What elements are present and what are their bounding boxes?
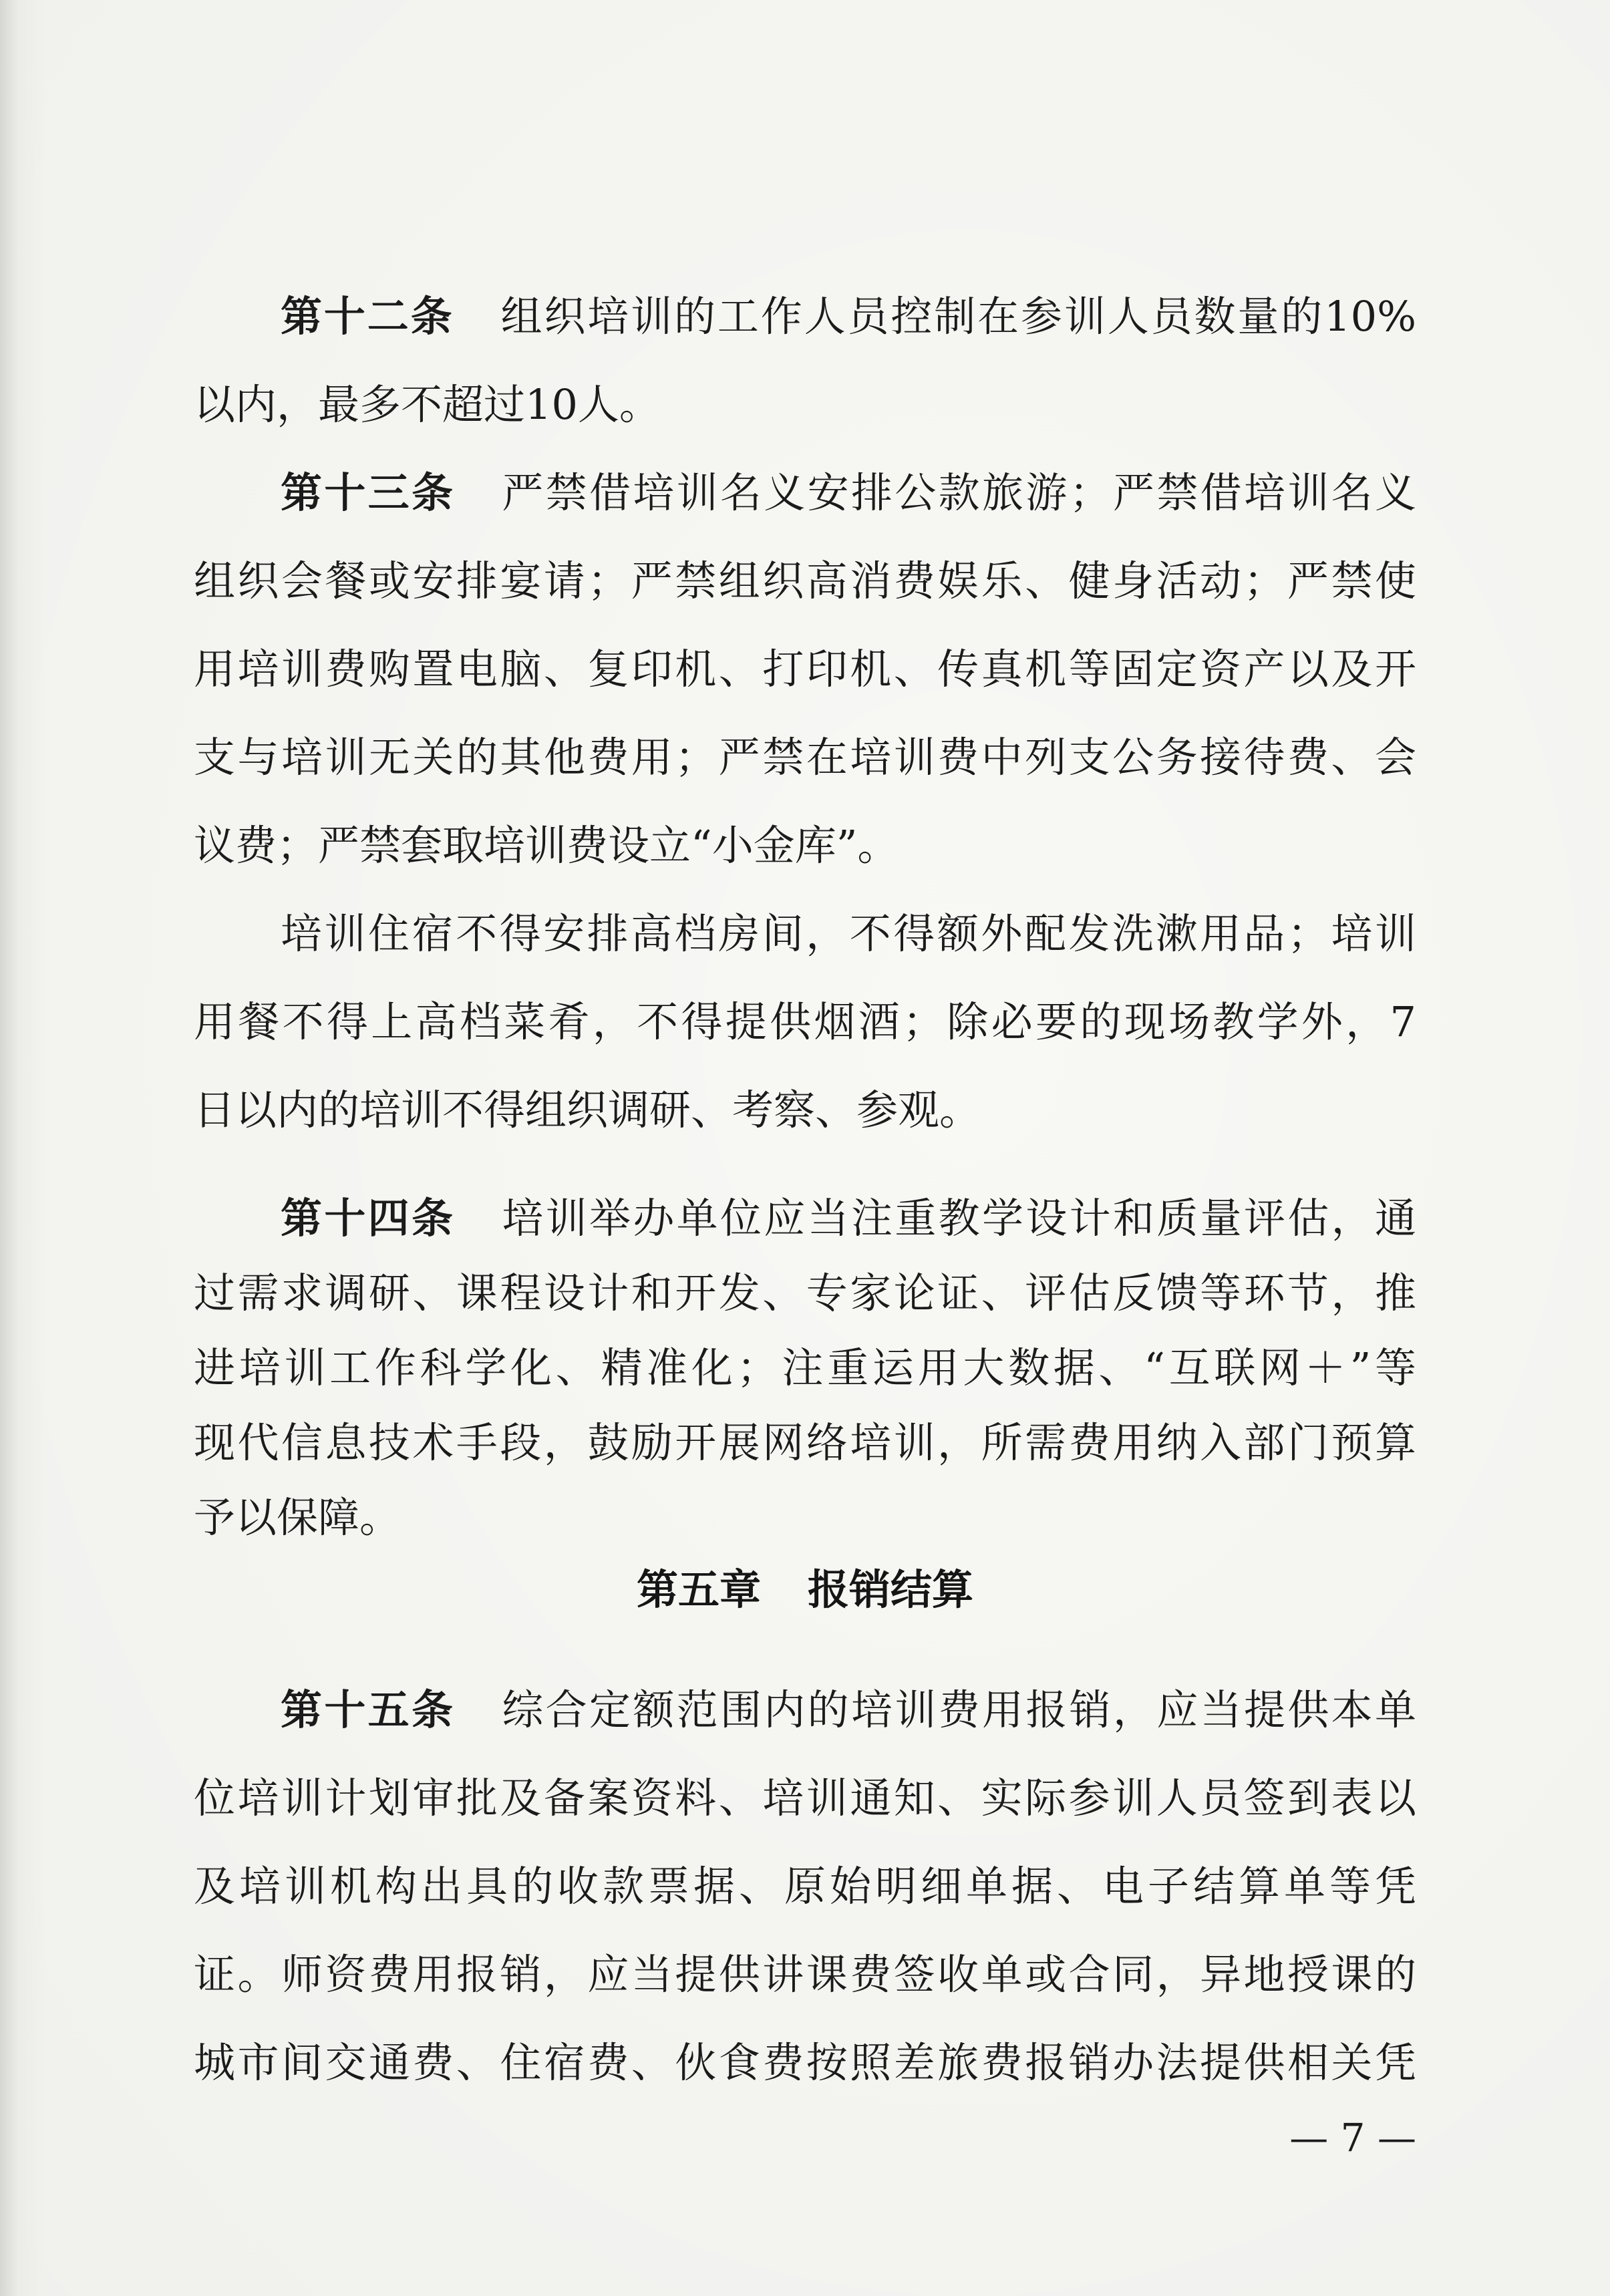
article-12-line-1: [194, 290, 1416, 343]
article-15-line-4: 证。师资费用报销，应当提供讲课费签收单或合同，异地授课的: [194, 1950, 1416, 1999]
article-15-line-1: [194, 1683, 1416, 1737]
article-14-line-4: 现代信息技术手段，鼓励开展网络培训，所需费用纳入部门预算: [194, 1418, 1416, 1467]
article-13-line-1: [194, 466, 1416, 520]
article-15-line-3: 及培训机构出具的收款票据、原始明细单据、电子结算单等凭: [194, 1862, 1416, 1911]
article-12-label: 第十二条: [281, 292, 454, 341]
article-14-line-1: [194, 1192, 1416, 1245]
article-14-line-2: 过需求调研、课程设计和开发、专家论证、评估反馈等环节，推: [194, 1269, 1416, 1317]
article-13-label: 第十三条: [281, 468, 456, 517]
article-12-line-2: 以内，最多不超过10人。: [194, 380, 661, 429]
article-13-line-4: 支与培训无关的其他费用；严禁在培训费中列支公务接待费、会: [194, 733, 1416, 782]
article-14-label: 第十四条: [281, 1194, 456, 1243]
accommodation-line-2: 用餐不得上高档菜肴，不得提供烟酒；除必要的现场教学外，7: [194, 997, 1416, 1046]
article-14-line-3: 进培训工作科学化、精准化；注重运用大数据、“互联网＋”等: [194, 1343, 1416, 1392]
article-13-line-3: 用培训费购置电脑、复印机、打印机、传真机等固定资产以及开: [194, 645, 1416, 693]
article-15-text-1: 综合定额范围内的培训费用报销，应当提供本单: [502, 1685, 1416, 1734]
article-15-label: 第十五条: [281, 1685, 456, 1734]
article-14-line-5: 予以保障。: [194, 1493, 401, 1542]
article-13-text-1: 严禁借培训名义安排公款旅游；严禁借培训名义: [502, 468, 1416, 517]
page-number: — 7 —: [1289, 2115, 1416, 2160]
accommodation-line-1: 培训住宿不得安排高档房间，不得额外配发洗漱用品；培训: [281, 909, 1416, 958]
scan-edge-shadow: [0, 0, 47, 2296]
accommodation-line-3: 日以内的培训不得组织调研、考察、参观。: [194, 1086, 981, 1134]
article-13-line-2: 组织会餐或安排宴请；严禁组织高消费娱乐、健身活动；严禁使: [194, 556, 1416, 605]
article-13-line-5: 议费；严禁套取培训费设立“小金库”。: [194, 821, 899, 870]
article-14-text-1: 培训举办单位应当注重教学设计和质量评估，通: [502, 1194, 1416, 1243]
chapter-heading: [0, 1562, 1610, 1618]
article-15-line-5: 城市间交通费、住宿费、伙食费按照差旅费报销办法提供相关凭: [194, 2038, 1416, 2087]
article-15-line-2: 位培训计划审批及备案资料、培训通知、实际参训人员签到表以: [194, 1774, 1416, 1822]
chapter-title: 报销结算: [808, 1565, 974, 1614]
article-12-text-1: 组织培训的工作人员控制在参训人员数量的10%: [500, 292, 1416, 341]
chapter-number: 第五章: [636, 1565, 761, 1614]
